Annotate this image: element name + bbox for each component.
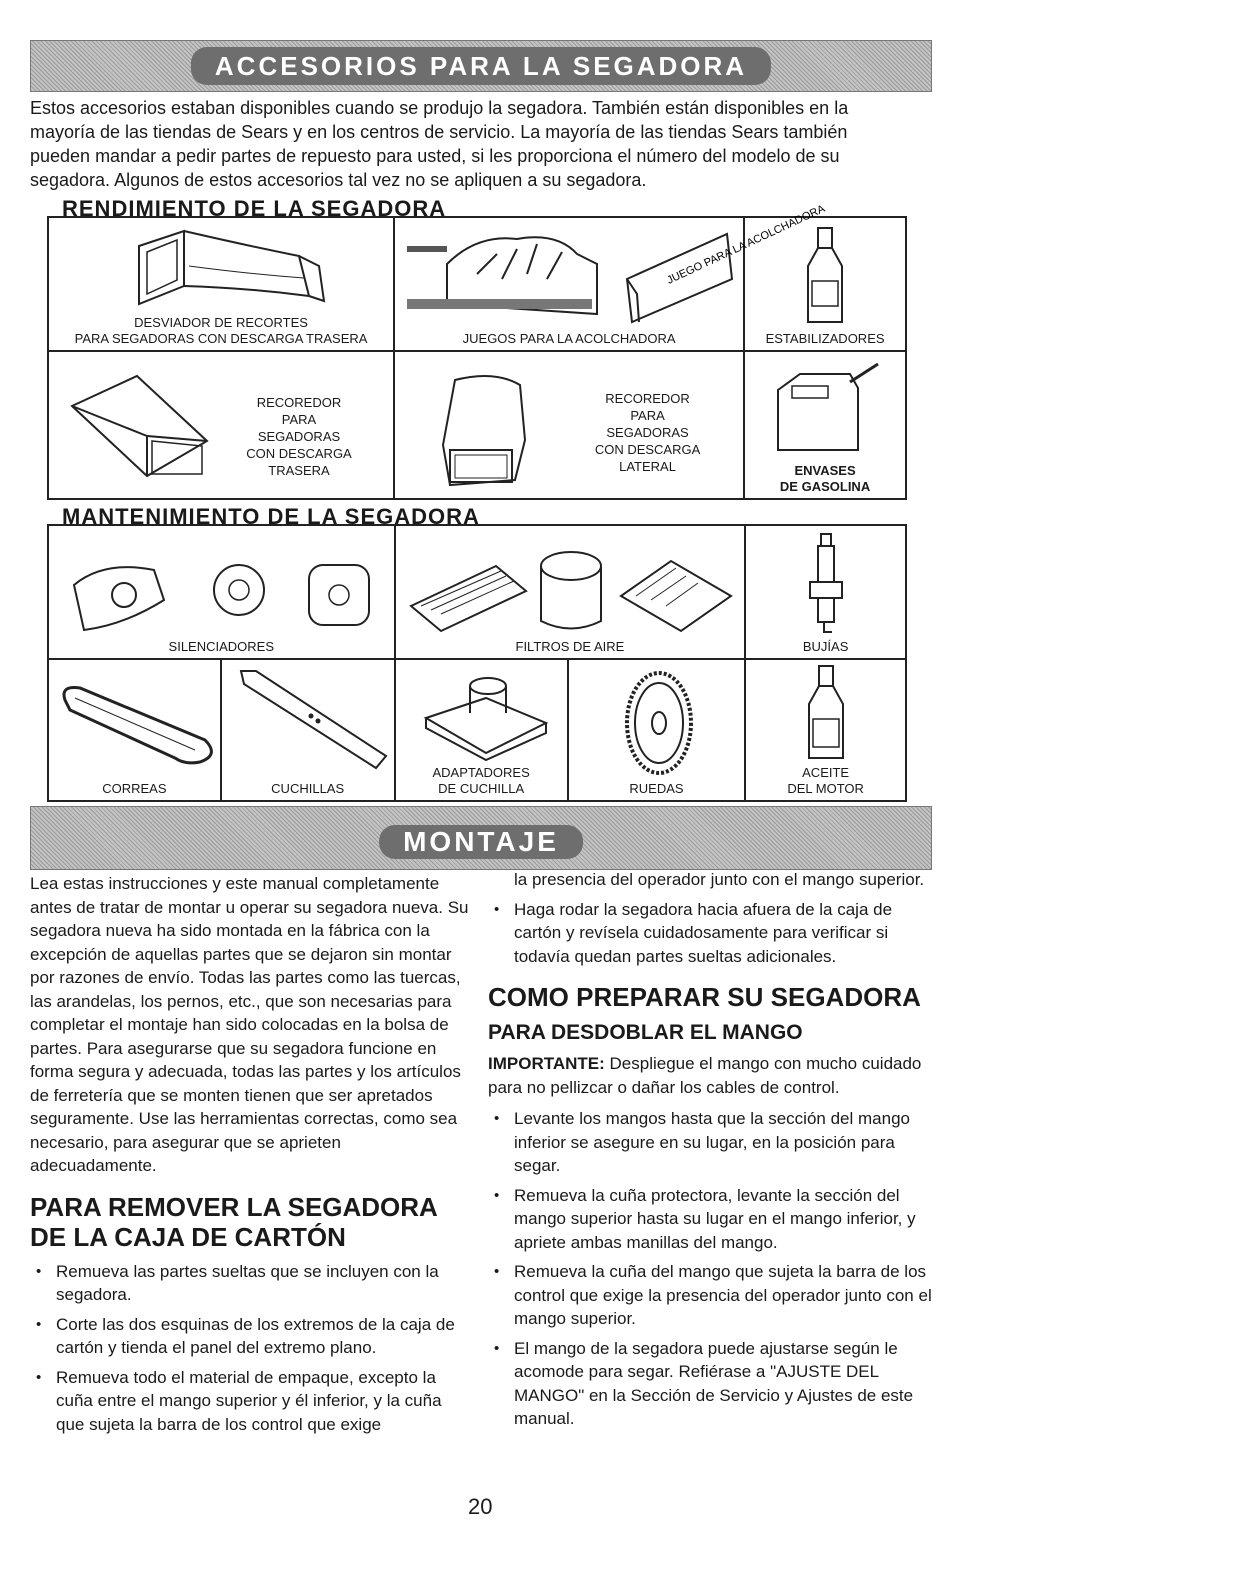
side-bagger-text: [580, 390, 715, 475]
accessories-intro: Estos accesorios estaban disponibles cuando se produjo la segadora. También están disponibles en la mayoría de las tiendas de Sears y en los centros de servicio. La mayoría de las tiendas Sears también pueden mandar a pedir partes de repuesto para usted, si les proporciona el número del modelo de su segadora. Algunos de estos accesorios tal vez no se apliquen a su segadora.: [30, 98, 849, 190]
unfold-step: • Remueva la cuña del mango que sujeta la barra de los control que exige la presencia del operador junto con el mango superior.: [488, 1260, 933, 1331]
page-number: 20: [468, 1494, 493, 1519]
unfold-step: • El mango de la segadora puede ajustarse según le acomode para segar. Refiérase a "AJUSTE DEL MANGO" en la Sección de Servicio y Ajustes de este manual.: [488, 1337, 933, 1431]
remove-step-continued: la presencia del operador junto con el mango superior.: [514, 870, 925, 889]
blades-cell: [221, 659, 395, 801]
spark-plugs-cell: [745, 525, 906, 659]
maintenance-grid: [47, 524, 907, 802]
side-bagger-icon: [435, 370, 545, 490]
important-text: Despliegue el mango con mucho cuidado para no pellizcar o dañar los cables de control.: [488, 1054, 922, 1097]
belts-cell: [48, 659, 221, 801]
remove-steps-list-continued: [488, 898, 933, 969]
blade-icon: [236, 666, 391, 771]
assembly-left-column: [30, 872, 470, 1442]
accessories-banner-title: ACCESORIOS PARA LA SEGADORA: [191, 47, 771, 85]
rear-bagger-cell: [48, 351, 394, 499]
assembly-right-column: [488, 868, 933, 1437]
air-filters-cell: [395, 525, 746, 659]
important-note: [488, 1052, 933, 1099]
side-bagger-line-5: LATERAL: [619, 459, 676, 474]
wheel-icon: [619, 668, 699, 778]
accessories-banner: [30, 40, 932, 92]
assembly-intro: Lea estas instrucciones y este manual completamente antes de tratar de montar u operar su segadora nueva. Su segadora nueva ha sido montada en la fábrica con la excepción de aquellas partes que se dejaron sin montar por razones de envío. Todas las partes como las tuercas, las arandelas, los pernos, etc., que son necesarias para completar el montaje han sido colocadas en la bolsa de partes. Para asegurarse que su segadora funcione en forma segura y adecuada, todas las partes y los artículos de ferretería que se monten tienen que ser apretados seguramente. Use las herramientas correctas, como sea necesario, para asegurar que se aprieten adecuadamente.: [30, 874, 469, 1175]
maintenance-heading: MANTENIMIENTO DE LA SEGADORA: [62, 504, 480, 529]
blade-adapter-icon: [416, 668, 551, 760]
rear-bagger-line-3: SEGADORAS: [257, 429, 341, 444]
deflector-label-1: DESVIADOR DE RECORTES: [134, 315, 308, 330]
rear-bagger-line-4: CON DESCARGA: [246, 446, 352, 461]
blades-label: CUCHILLAS: [271, 781, 345, 796]
rear-bagger-line-5: TRASERA: [268, 463, 330, 478]
deflector-cell: [48, 217, 394, 351]
oil-label-2: DEL MOTOR: [787, 781, 864, 796]
belts-label: CORREAS: [102, 781, 167, 796]
oil-cell: [745, 659, 906, 801]
remove-step: • Haga rodar la segadora hacia afuera de la caja de cartón y revísela cuidadosamente para verificar si todavía quedan partes sueltas adicionales.: [488, 898, 933, 969]
unfold-heading: PARA DESDOBLAR EL MANGO: [488, 1021, 803, 1044]
remove-step: • Remueva las partes sueltas que se incluyen con la segadora.: [30, 1260, 470, 1307]
clipping-deflector-icon: [129, 226, 329, 314]
stabilizer-bottle-icon: [790, 226, 860, 326]
adapters-label-1: ADAPTADORES: [432, 765, 530, 780]
remove-heading: PARA REMOVER LA SEGADORA DE LA CAJA DE CARTÓN: [30, 1191, 437, 1252]
oil-bottle-icon: [791, 664, 861, 762]
gas-cans-label-1: ENVASES: [794, 463, 856, 478]
air-filter-icon: [406, 536, 736, 636]
important-label: IMPORTANTE:: [488, 1054, 605, 1073]
rear-bagger-line-2: PARA: [281, 412, 317, 427]
remove-step: • Corte las dos esquinas de los extremos de la caja de cartón y tienda el panel del extremo plano.: [30, 1313, 470, 1360]
mufflers-cell: [48, 525, 395, 659]
mufflers-label: SILENCIADORES: [168, 639, 275, 654]
assembly-banner-title: MONTAJE: [379, 825, 583, 859]
stabilizers-label: ESTABILIZADORES: [765, 331, 885, 346]
mulch-kit-icon: [407, 202, 827, 324]
unfold-steps-list: [488, 1107, 933, 1431]
assembly-banner: [30, 806, 932, 870]
remove-steps-list: [30, 1260, 470, 1437]
adapters-cell: [395, 659, 568, 801]
mulch-box-text: JUEGO PARA LA ACOLCHADORA: [665, 202, 827, 287]
side-bagger-line-2: PARA: [630, 408, 665, 423]
stabilizers-cell: [744, 217, 906, 351]
side-bagger-line-1: RECOREDOR: [605, 391, 690, 406]
unfold-step: • Levante los mangos hasta que la sección del mango inferior se asegure en su lugar, en la posición para segar.: [488, 1107, 933, 1178]
adapters-label-2: DE CUCHILLA: [438, 781, 525, 796]
rear-bagger-line-1: RECOREDOR: [256, 395, 342, 410]
side-bagger-line-4: CON DESCARGA: [594, 442, 701, 457]
air-filters-label: FILTROS DE AIRE: [515, 639, 625, 654]
gas-can-icon: [770, 360, 885, 455]
prepare-heading: COMO PREPARAR SU SEGADORA: [488, 982, 921, 1012]
belt-icon: [55, 680, 220, 770]
rear-bagger-text: [239, 394, 359, 479]
wheels-label: RUEDAS: [629, 781, 684, 796]
remove-step: • Remueva todo el material de empaque, excepto la cuña entre el mango superior y él inferior, y la cuña que sujeta la barra de los control que exige: [30, 1366, 470, 1437]
mulch-kits-label: JUEGOS PARA LA ACOLCHADORA: [462, 331, 676, 346]
spark-plugs-label: BUJÍAS: [802, 639, 849, 654]
side-bagger-cell: [394, 351, 744, 499]
spark-plug-icon: [806, 532, 846, 636]
performance-heading: RENDIMIENTO DE LA SEGADORA: [62, 196, 447, 221]
gas-cans-cell: [744, 351, 906, 499]
wheels-cell: [568, 659, 746, 801]
gas-cans-label-2: DE GASOLINA: [779, 479, 871, 494]
deflector-label-2: PARA SEGADORAS CON DESCARGA TRASERA: [74, 331, 368, 346]
rear-bagger-icon: [67, 366, 237, 486]
muffler-icon: [64, 540, 384, 640]
unfold-step: • Remueva la cuña protectora, levante la sección del mango superior hasta su lugar en el mango inferior, y apriete ambas manillas del mango.: [488, 1184, 933, 1255]
oil-label-1: ACEITE: [802, 765, 850, 780]
side-bagger-line-3: SEGADORAS: [606, 425, 689, 440]
